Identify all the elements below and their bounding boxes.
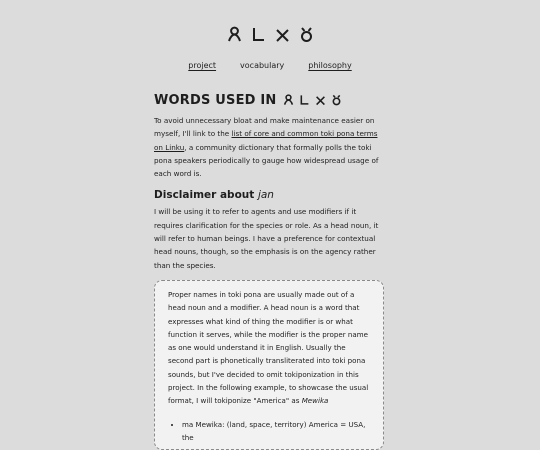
intro-text-end: , a community dictionary that formally polls the toki pona speakers periodically to gauge how widespread usage of each word is. bbox=[154, 142, 379, 179]
jan-glyph-icon bbox=[283, 94, 294, 106]
page-title-text: WORDS USED IN bbox=[154, 92, 277, 108]
page-title bbox=[154, 92, 386, 108]
list-item: • ma Mewika: (land, space, territory) America = USA, the bbox=[182, 418, 369, 444]
nav-vocabulary[interactable]: vocabulary bbox=[240, 61, 285, 70]
x-glyph-icon bbox=[275, 26, 290, 43]
note-text: Proper names in toki pona are usually made out of a head noun and a modifier. A head noun is a word that expresses what kind of thing the modifier is or what function it serves, while the modifier is the proper name as one would understand it in English. Usually the second part is phonetically transliterated into toki pona sounds, but I've decided to omit tokiponization in this project. In the following example, to showcase the usual format, I will tokiponize "America" as bbox=[168, 289, 369, 406]
o-glyph-icon bbox=[331, 94, 342, 106]
note-example-word: Mewika bbox=[301, 396, 329, 406]
disclaimer-title: Disclaimer about bbox=[154, 189, 258, 202]
disclaimer-heading bbox=[154, 189, 386, 201]
intro-text: To avoid unnecessary bloat and make maintenance easier on myself, I'll link to the bbox=[154, 116, 375, 139]
x-glyph-icon bbox=[315, 94, 326, 106]
nav-project[interactable]: project bbox=[188, 61, 217, 70]
o-glyph-icon bbox=[299, 26, 314, 43]
note-paragraph bbox=[168, 288, 369, 408]
lon-glyph-icon bbox=[251, 26, 266, 43]
main-nav bbox=[0, 61, 540, 70]
lon-glyph-icon bbox=[299, 94, 310, 106]
disclaimer-title-word: jan bbox=[257, 189, 274, 202]
proper-names-note bbox=[154, 280, 384, 450]
linku-link[interactable]: list of core and common toki pona terms on Linku bbox=[154, 129, 378, 152]
main-content bbox=[154, 92, 386, 450]
title-glyphs bbox=[283, 94, 342, 106]
nav-philosophy[interactable]: philosophy bbox=[308, 61, 352, 70]
intro-paragraph bbox=[154, 114, 386, 180]
example-list bbox=[168, 418, 369, 444]
jan-glyph-icon bbox=[227, 26, 242, 43]
disclaimer-paragraph: I will be using it to refer to agents and use modifiers if it requires clarification for the species or role. As a head noun, it will refer to human beings. I have a preference for contextual head nouns, though, so the emphasis is on the agency rather than the species. bbox=[154, 207, 379, 270]
site-logo[interactable] bbox=[0, 26, 540, 43]
